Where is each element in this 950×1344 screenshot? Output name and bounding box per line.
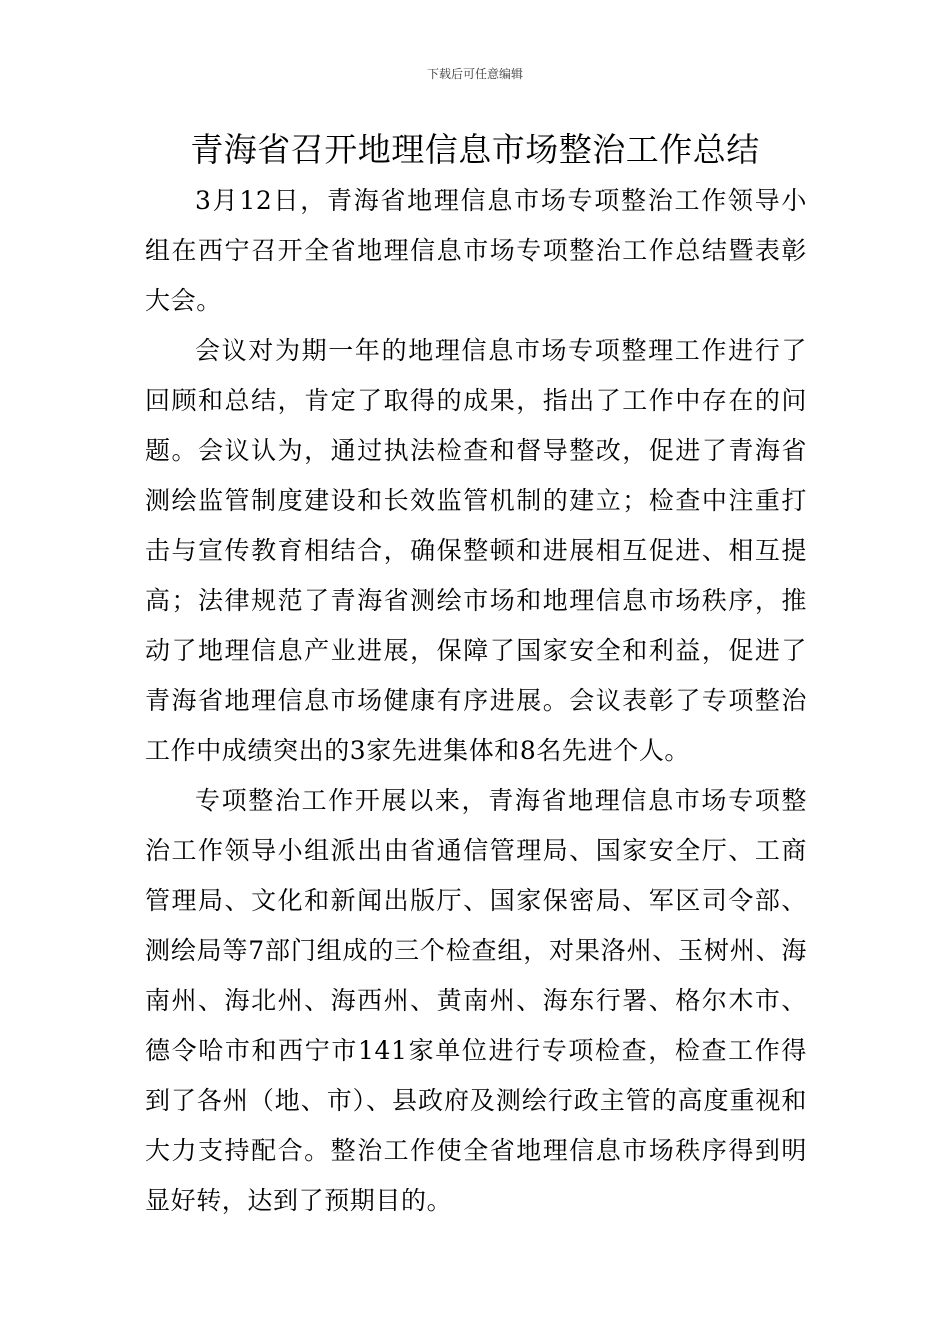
paragraph-2: 会议对为期一年的地理信息市场专项整理工作进行了回顾和总结，肯定了取得的成果，指出了工作中存在的问题。会议认为，通过执法检查和督导整改，促进了青海省测绘监管制度建设和长效监管机制的建立；检查中注重打击与宣传教育相结合，确保整顿和进展相互促进、相互提高；法律规范了青海省测绘市场和地理信息市场秩序，推动了地理信息产业进展，保障了国家安全和利益，促进了青海省地理信息市场健康有序进展。会议表彰了专项整治工作中成绩突出的3家先进集体和8名先进个人。 — [145, 336, 807, 765]
paragraph-3: 专项整治工作开展以来，青海省地理信息市场专项整治工作领导小组派出由省通信管理局、国家安全厅、工商管理局、文化和新闻出版厅、国家保密局、军区司令部、测绘局等7部门组成的三个检查组，对果洛州、玉树州、海南州、海北州、海西州、黄南州、海东行署、格尔木市、德令哈市和西宁市141家单位进行专项检查，检查工作得到了各州（地、市）、县政府及测绘行政主管的高度重视和大力支持配合。整治工作使全省地理信息市场秩序得到明显好转，达到了预期目的。 — [145, 786, 807, 1215]
header-note: 下载后可任意编辑 — [426, 67, 523, 81]
document-title: 青海省召开地理信息市场整治工作总结 — [190, 130, 760, 169]
paragraph-1: 3月12日，青海省地理信息市场专项整治工作领导小组在西宁召开全省地理信息市场专项整治工作总结暨表彰大会。 — [145, 186, 807, 315]
document-body — [145, 176, 807, 1226]
